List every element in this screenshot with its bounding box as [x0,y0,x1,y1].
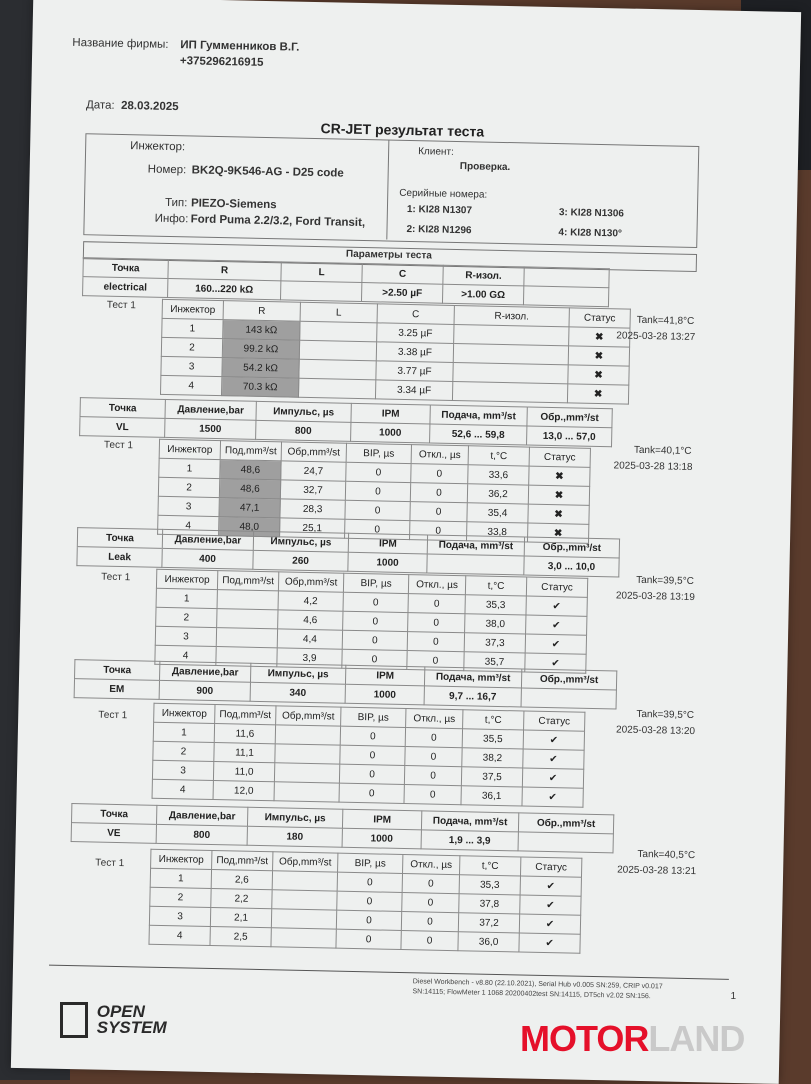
cell: 36,1 [461,786,522,806]
company-label: Название фирмы: [72,36,169,51]
client-value: Проверка. [459,161,511,174]
serial-4: 4: KI28 N130° [558,227,623,240]
point-label: Точка [72,804,157,825]
param-value: >2.50 µF [361,283,442,304]
ve-params [71,803,615,853]
cell [272,890,337,910]
cell [274,782,339,802]
cell: 0 [401,930,458,950]
cell: 0 [404,766,461,786]
param-value: 1000 [348,552,427,573]
cell: 0 [410,483,467,503]
check-icon: ✔ [519,933,580,953]
param-value: 3,0 ... 10,0 [524,556,619,577]
param-value: >1.00 GΩ [442,284,523,305]
param-value: 800 [256,420,351,441]
param-header: IPM [348,533,427,554]
col-header: Инжектор [156,569,217,589]
cell [453,362,568,383]
col-header: R [223,301,300,322]
param-header: Подача, mm³/st [427,535,524,556]
col-header: Под,mm³/st [215,705,276,725]
cell: 35,3 [459,875,520,895]
check-icon: ✔ [519,914,580,934]
cell: 1 [153,722,214,742]
serial-1: 1: KI28 N1307 [406,203,473,217]
col-header: Статус [526,577,587,597]
cell [299,359,376,380]
injector-number: BK2Q-9K546-AG - D25 code [191,164,344,180]
cell: 48,6 [219,479,280,499]
cell: 38,2 [462,748,523,768]
cell: 2 [153,741,214,761]
cell: 1 [162,318,223,338]
param-value: 260 [253,550,348,571]
cell [216,628,277,648]
cell: 35,7 [464,652,525,672]
col-header: t,°C [465,576,526,596]
cell: 28,3 [280,499,345,519]
param-header: IPM [342,809,421,830]
tank-temp: Tank=40,5°C [637,848,696,862]
cell: 3 [158,496,219,516]
col-header: Инжектор [151,849,212,869]
check-icon: ✔ [522,768,583,788]
cell: 4,4 [277,629,342,649]
param-header: Импульс, µs [247,807,342,828]
col-header: t,°C [460,856,521,876]
cell: 4,6 [278,610,343,630]
cell: 0 [410,521,467,541]
param-value [518,832,613,853]
cell: 3 [155,626,216,646]
test-label: Тест 1 [98,709,128,722]
cell: 2 [150,887,211,907]
cell: 54.2 kΩ [222,358,299,379]
param-value: 800 [156,824,247,845]
param-header: R [168,259,281,280]
cell [454,324,569,345]
cell: 0 [339,783,404,803]
test-time: 2025-03-28 13:27 [616,330,696,344]
empty-cell [523,286,608,307]
cell [271,909,336,929]
cell: 12,0 [213,781,274,801]
point-name: VL [80,417,165,438]
footer-line-2: SN:14115; FlowMeter 1 1068 20200402test SN:14115, DT5ch v2.02 SN:156. [412,988,651,1001]
col-header: BIP, µs [343,573,408,593]
cell: 32,7 [280,480,345,500]
point-name: Leak [77,547,162,568]
tank-temp: Tank=39,5°C [636,574,694,588]
cell [217,590,278,610]
cell [217,609,278,629]
cell: 37,3 [464,633,525,653]
cell: 2 [158,477,219,497]
cell: 24,7 [281,461,346,481]
cell: 0 [340,745,405,765]
param-header: Импульс, µs [256,401,351,422]
fail-icon: ✖ [528,504,589,524]
cell: 0 [342,630,407,650]
cell: 36,2 [467,484,528,504]
test-time: 2025-03-28 13:21 [617,864,697,878]
col-header: Инжектор [162,299,223,319]
col-header: Обр,mm³/st [278,572,343,592]
cell: 2,1 [210,907,271,927]
cell [271,928,336,948]
empty-cell [524,267,609,288]
cell: 4 [160,375,221,395]
cell: 38,0 [465,614,526,634]
param-header: Давление,bar [165,399,256,420]
cell: 0 [405,728,462,748]
cell: 0 [408,594,465,614]
col-header: Статус [520,857,581,877]
cell: 11,6 [214,724,275,744]
footer-rule [49,965,729,980]
cell: 3 [161,356,222,376]
check-icon: ✔ [526,615,587,635]
brand-part-a: MOTOR [520,1018,649,1059]
logo-bottom: SYSTEM [96,1018,167,1037]
cell: 0 [340,726,405,746]
param-header: Подача, mm³/st [424,667,521,688]
test-label: Тест 1 [101,571,131,584]
param-header: C [362,264,443,285]
col-header: L [300,302,377,323]
col-header: BIP, µs [346,443,411,463]
cell: 4 [158,515,219,535]
cell: 0 [345,519,410,539]
cell: 4 [149,925,210,945]
vl-results [157,439,591,544]
client-label: Клиент: [418,146,454,158]
serials-label: Серийные номера: [399,187,488,201]
cell: 2,6 [211,870,272,890]
point-name: EM [74,679,159,700]
point-name: VE [71,823,156,844]
param-value: 1,9 ... 3,9 [421,830,518,851]
cell: 0 [402,892,459,912]
injector-type: PIEZO-Siemens [190,197,277,212]
company-phone: +375296216915 [179,55,264,69]
cell: 25,1 [280,518,345,538]
param-header: Импульс, µs [253,531,348,552]
cell: 4 [152,779,213,799]
check-icon: ✔ [526,596,587,616]
col-header: Откл., µs [408,575,465,595]
date-value: 28.03.2025 [120,99,179,114]
info-label: Инфо: [154,212,189,226]
param-value: 400 [162,548,253,569]
check-icon: ✔ [520,895,581,915]
tank-temp: Tank=40,1°C [633,444,692,457]
electrical-results [160,299,631,405]
tank-temp: Tank=41,8°C [636,314,695,327]
serial-2: 2: KI28 N1296 [406,223,472,237]
fail-icon: ✖ [529,466,590,486]
type-label: Тип: [164,196,188,210]
cell: 35,5 [462,729,523,749]
serial-3: 3: KI28 N1306 [558,207,625,220]
param-header: Обр.,mm³/st [521,669,616,690]
brand-part-b: LAND [648,1018,745,1059]
cell: 3.34 µF [375,380,452,401]
ve-results [148,849,582,954]
page-number: 1 [730,990,737,1003]
cell: 36,0 [458,932,519,952]
test-time: 2025-03-28 13:18 [613,460,693,473]
param-value [281,281,362,302]
point-label: Точка [83,258,168,279]
param-value: 1000 [342,828,421,849]
col-header: t,°C [463,710,524,730]
col-header: BIP, µs [341,707,406,727]
test-time: 2025-03-28 13:19 [615,590,695,604]
injector-label: Инжектор: [130,140,186,154]
cell: 0 [336,910,401,930]
cell [274,763,339,783]
col-header: BIP, µs [338,853,403,873]
cell: 2,5 [210,926,271,946]
cell: 70.3 kΩ [221,377,298,398]
cell: 1 [156,588,217,608]
report-sheet [11,0,801,1084]
cell: 0 [404,785,461,805]
cell: 0 [401,911,458,931]
cell: 4 [155,645,216,665]
cell: 3.25 µF [377,323,454,344]
param-header: R-изол. [443,265,524,286]
param-header: Обр.,mm³/st [527,407,612,428]
param-value [427,554,524,575]
cell: 0 [407,632,464,652]
logo-mark-icon [60,1002,88,1038]
params-title: Параметры теста [345,248,432,262]
cell: 3,9 [277,648,342,668]
param-value [521,688,616,709]
param-header: Обр.,mm³/st [518,813,613,834]
cell: 0 [339,764,404,784]
cell: 2,2 [211,888,272,908]
col-header: R-изол. [454,305,569,326]
test-label: Тест 1 [103,439,134,452]
point-label: Точка [77,528,162,549]
cell: 1 [150,868,211,888]
cell: 33,8 [466,522,527,542]
cell: 3 [149,906,210,926]
cell: 47,1 [219,498,280,518]
fail-icon: ✖ [568,365,629,385]
cell: 33,6 [468,465,529,485]
test-label: Тест 1 [106,299,136,312]
col-header: Откл., µs [403,855,460,875]
test-time: 2025-03-28 13:20 [615,724,696,738]
fail-icon: ✖ [528,485,589,505]
cell: 0 [407,651,464,671]
param-value: 900 [159,680,250,701]
fail-icon: ✖ [567,384,628,404]
cell: 2 [156,607,217,627]
cell: 0 [410,502,467,522]
col-header: Откл., µs [406,709,463,729]
cell [275,744,340,764]
cell: 2 [161,337,222,357]
open-system-logo [60,1002,167,1038]
param-value: 1000 [345,684,424,705]
test-label: Тест 1 [95,857,125,870]
col-header: Под,mm³/st [212,851,273,871]
col-header: Обр,mm³/st [281,442,346,462]
param-header: Давление,bar [156,805,247,826]
param-header: Обр.,mm³/st [524,537,619,558]
logo-top: OPEN [96,1002,145,1021]
date-label: Дата: [85,99,115,112]
cell: 0 [405,747,462,767]
cell: 0 [342,649,407,669]
param-value: 1500 [165,418,256,439]
col-header: C [377,304,454,325]
param-value: 180 [247,826,342,847]
injector-info: Ford Puma 2.2/3.2, Ford Transit, [190,213,366,230]
param-header: IPM [345,665,424,686]
col-header: Статус [524,711,585,731]
check-icon: ✔ [523,730,584,750]
cell: 143 kΩ [223,320,300,341]
point-label: Точка [75,660,160,681]
tank-temp: Tank=39,5°C [636,708,695,722]
param-value: 52,6 ... 59,8 [430,424,527,445]
param-header: Импульс, µs [250,663,345,684]
col-header: Обр,mm³/st [273,852,338,872]
param-value: 340 [250,682,345,703]
page-title: CR-JET результат теста [320,120,485,140]
cell: 37,8 [459,894,520,914]
col-header: Инжектор [154,703,215,723]
check-icon: ✔ [520,876,581,896]
cell [275,725,340,745]
param-value: 13,0 ... 57,0 [527,426,612,447]
check-icon: ✔ [525,634,586,654]
cell: 48,6 [220,460,281,480]
cell: 0 [346,462,411,482]
param-header: Подача, mm³/st [421,811,518,832]
param-header: IPM [351,403,430,424]
param-value: 1000 [351,422,430,443]
param-header: L [281,262,362,283]
cell: 0 [402,874,459,894]
cell: 0 [343,611,408,631]
cell: 3.38 µF [376,342,453,363]
col-header: Под,mm³/st [217,571,278,591]
cell [453,343,568,364]
fail-icon: ✖ [527,523,588,543]
cell: 0 [408,613,465,633]
param-value: 9,7 ... 16,7 [424,686,521,707]
col-header: Под,mm³/st [220,441,281,461]
fail-icon: ✖ [569,327,630,347]
company-name: ИП Гумменников В.Г. [180,39,300,54]
param-value: 160...220 kΩ [168,278,281,299]
cell: 0 [337,872,402,892]
param-header: Давление,bar [160,661,251,682]
leak-results [154,569,588,674]
cell: 11,1 [214,743,275,763]
col-header: t,°C [468,446,529,466]
cell: 37,2 [458,913,519,933]
cell: 11,0 [213,762,274,782]
number-label: Номер: [147,163,187,177]
cell: 4,2 [278,591,343,611]
point-name: electrical [83,277,168,298]
cell: 0 [336,929,401,949]
cell: 0 [345,481,410,501]
cell: 0 [337,891,402,911]
cell: 35,4 [467,503,528,523]
cell: 3 [152,760,213,780]
point-label: Точка [80,398,165,419]
cell: 37,5 [461,767,522,787]
cell [298,378,375,399]
cell: 48,0 [219,517,280,537]
cell [452,381,567,402]
cell: 0 [411,464,468,484]
col-header: Статус [529,447,590,467]
col-header: Статус [569,308,630,328]
fail-icon: ✖ [568,346,629,366]
cell: 0 [343,592,408,612]
cell: 0 [345,500,410,520]
motorland-watermark [520,1018,744,1060]
check-icon: ✔ [525,653,586,673]
cell [299,340,376,361]
param-header: Подача, mm³/st [430,405,527,426]
col-header: Обр,mm³/st [276,706,341,726]
col-header: Откл., µs [411,445,468,465]
cell [272,871,337,891]
cell: 35,3 [465,595,526,615]
cell: 1 [159,458,220,478]
check-icon: ✔ [523,749,584,769]
footer-line-1: Diesel Workbench - v8.80 (22.10.2021), Serial Hub v0.005 SN:259, CRIP v0.017 [412,978,663,991]
col-header: Инжектор [159,439,220,459]
cell [300,321,377,342]
cell: 99.2 kΩ [222,339,299,360]
cell: 3.77 µF [376,361,453,382]
param-header: Давление,bar [162,529,253,550]
em-results [152,703,586,808]
check-icon: ✔ [522,787,583,807]
